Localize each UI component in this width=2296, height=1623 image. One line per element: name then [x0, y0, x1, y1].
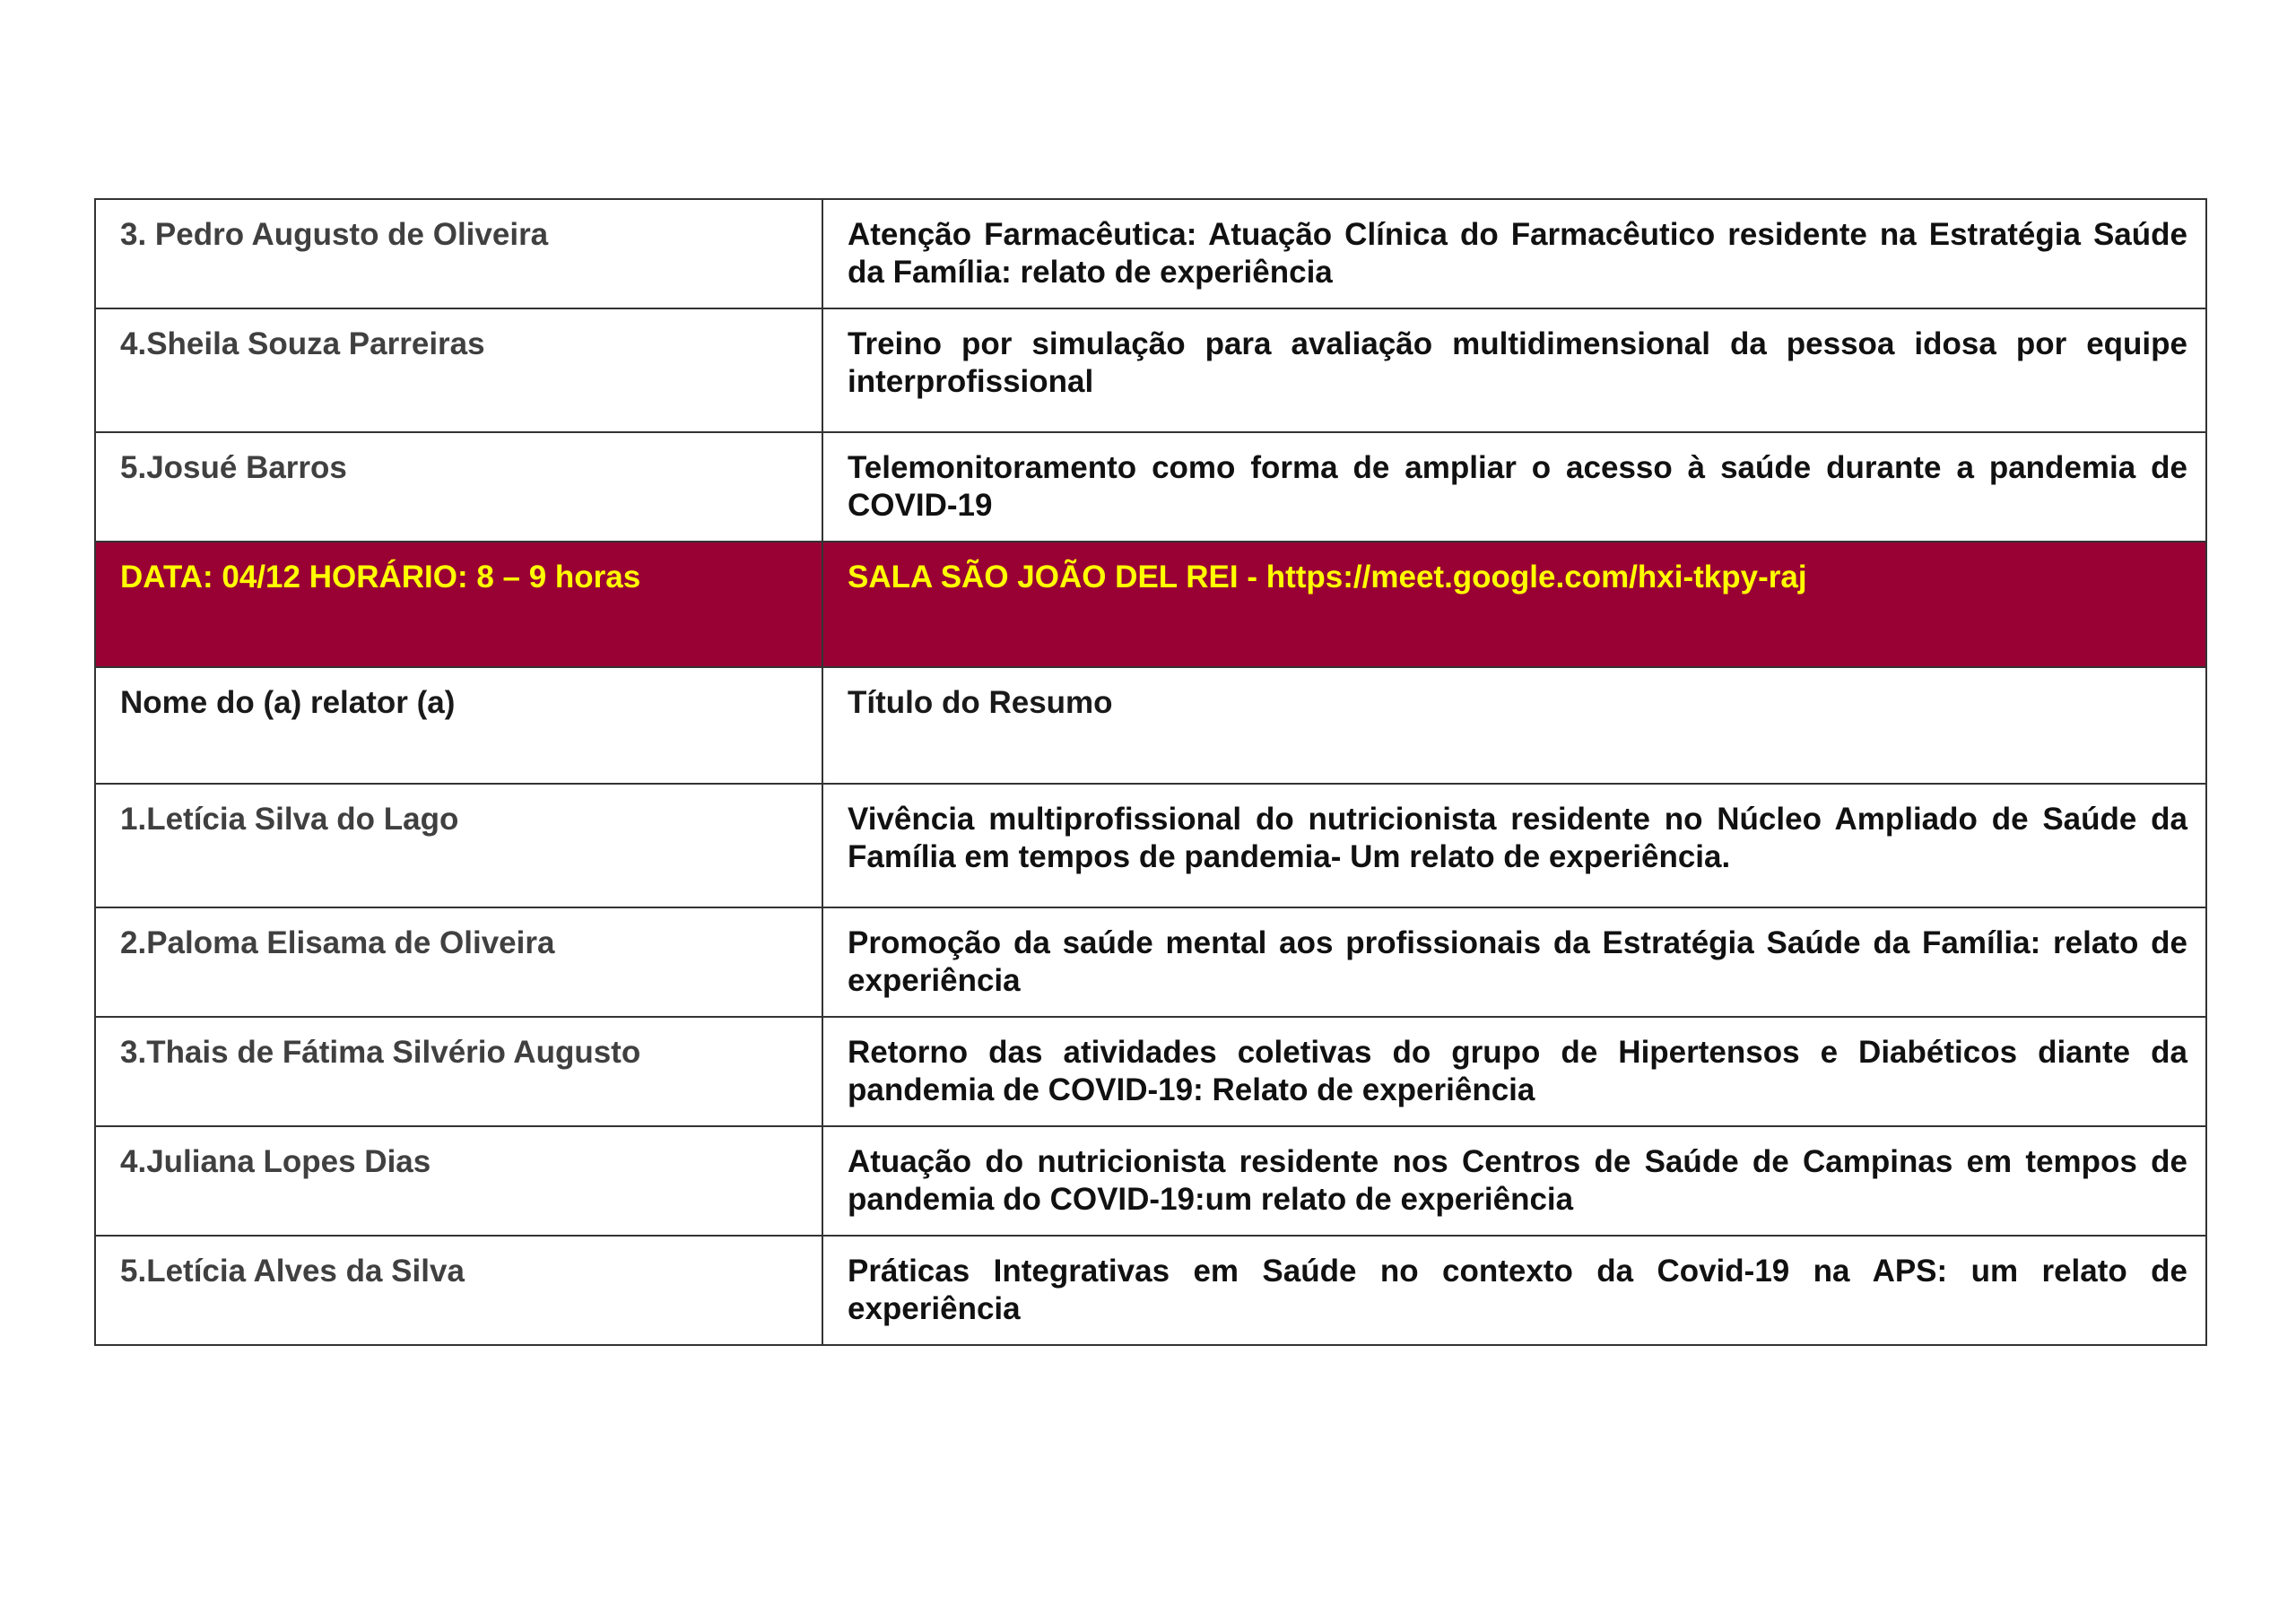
- abstract-title: Atuação do nutricionista residente nos Centros de Saúde de Campinas em tempos de pandemia do COVID-19:um relato de experiência: [822, 1126, 2206, 1236]
- presenter-name: 3. Pedro Augusto de Oliveira: [95, 199, 822, 308]
- abstract-title: Promoção da saúde mental aos profissionais da Estratégia Saúde da Família: relato de experiência: [822, 907, 2206, 1017]
- presenter-name: 4.Juliana Lopes Dias: [95, 1126, 822, 1236]
- presenter-name: 1.Letícia Silva do Lago: [95, 784, 822, 907]
- table-row: [95, 432, 2206, 542]
- abstract-title: Treino por simulação para avaliação multidimensional da pessoa idosa por equipe interprofissional: [822, 308, 2206, 432]
- presenter-name: 3.Thais de Fátima Silvério Augusto: [95, 1017, 822, 1126]
- table-row: [95, 784, 2206, 907]
- column-header-title: Título do Resumo: [822, 667, 2206, 784]
- session-date-time: DATA: 04/12 HORÁRIO: 8 – 9 horas: [95, 542, 822, 667]
- abstract-title: Telemonitoramento como forma de ampliar o acesso à saúde durante a pandemia de COVID-19: [822, 432, 2206, 542]
- presenter-name: 4.Sheila Souza Parreiras: [95, 308, 822, 432]
- table-row: [95, 907, 2206, 1017]
- abstract-title: Práticas Integrativas em Saúde no contexto da Covid-19 na APS: um relato de experiência: [822, 1236, 2206, 1345]
- table-row: [95, 1017, 2206, 1126]
- abstract-title: Retorno das atividades coletivas do grupo de Hipertensos e Diabéticos diante da pandemia de COVID-19: Relato de experiência: [822, 1017, 2206, 1126]
- session-header-row: [95, 542, 2206, 667]
- presenter-name: 5.Josué Barros: [95, 432, 822, 542]
- column-header-row: [95, 667, 2206, 784]
- session-room-link[interactable]: SALA SÃO JOÃO DEL REI - https://meet.google.com/hxi-tkpy-raj: [822, 542, 2206, 667]
- presenter-name: 2.Paloma Elisama de Oliveira: [95, 907, 822, 1017]
- table-row: [95, 199, 2206, 308]
- abstract-title: Vivência multiprofissional do nutricionista residente no Núcleo Ampliado de Saúde da Família em tempos de pandemia- Um relato de experiência.: [822, 784, 2206, 907]
- abstract-title: Atenção Farmacêutica: Atuação Clínica do Farmacêutico residente na Estratégia Saúde da Família: relato de experiência: [822, 199, 2206, 308]
- presenter-name: 5.Letícia Alves da Silva: [95, 1236, 822, 1345]
- table-row: [95, 1236, 2206, 1345]
- schedule-table: [94, 198, 2207, 1346]
- table-row: [95, 308, 2206, 432]
- table-row: [95, 1126, 2206, 1236]
- column-header-name: Nome do (a) relator (a): [95, 667, 822, 784]
